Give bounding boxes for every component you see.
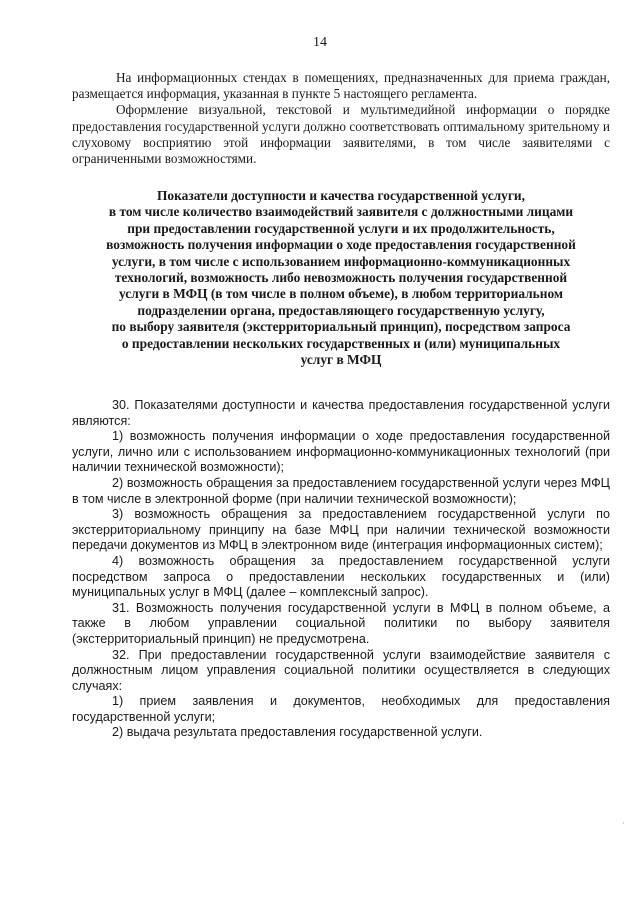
item-30-4: 4) возможность обращения за предоставлением государственной услуги посредством запроса о предоставлении нескольких государственных и (или) муниципальных услуг в МФЦ (далее – комплексный запрос).: [72, 553, 610, 600]
item-31: 31. Возможность получения государственной услуги в МФЦ в полном объеме, а также в любом управлении социальной политики по выбору заявителя (экстерриториальный принцип) не предусмотрена.: [72, 600, 610, 646]
item-32-1: 1) прием заявления и документов, необходимых для предоставления государственной услуги;: [72, 694, 610, 724]
heading-line: Показатели доступности и качества государственной услуги,: [157, 188, 525, 203]
section-heading: [72, 188, 610, 368]
heading-line: услуги, в том числе с использованием информационно-коммуникационных: [111, 253, 571, 269]
item-30: 30. Показателями доступности и качества предоставления государственной услуги являются:: [72, 398, 610, 428]
heading-line: услуги в МФЦ (в том числе в полном объеме), в любом территориальном: [118, 286, 564, 302]
intro-text: [72, 70, 610, 167]
item-30-3: 3) возможность обращения за предоставлением государственной услуги по экстерриториальному принципу на базе МФЦ при наличии технической возможности передачи документов из МФЦ в электронном виде (интеграция информационных систем);: [72, 507, 610, 553]
intro-paragraph: Оформление визуальной, текстовой и мультимедийной информации о порядке предоставления государственной услуги должно соответствовать оптимальному зрительному и слуховому восприятию этой информации заявителями, в том числе заявителями с ограниченными возможностями.: [72, 102, 610, 167]
page-number: 14: [313, 35, 327, 50]
heading-line: подразделении органа, предоставляющего государственную услугу,: [137, 302, 545, 318]
item-30-2: 2) возможность обращения за предоставлением государственной услуги через МФЦ в том числе в электронной форме (при наличии технической возможности);: [72, 475, 610, 506]
scan-mark: ·: [622, 818, 625, 828]
heading-line: технологий, возможность либо невозможность получения государственной: [114, 270, 568, 286]
heading-line: по выбору заявителя (экстерриториальный принцип), посредством запроса: [111, 319, 571, 335]
heading-line: услуг в МФЦ: [300, 352, 382, 368]
item-30-1: 1) возможность получения информации о ходе предоставления государственной услуги, лично или с использованием информационно-коммуникационных технологий (при наличии технической возможности);: [72, 429, 610, 475]
heading-line: возможность получения информации о ходе предоставления государственной: [106, 237, 576, 253]
heading-line: о предоставлении нескольких государственных и (или) муниципальных: [121, 335, 561, 351]
heading-line: в том числе количество взаимодействий заявителя с должностными лицами: [108, 204, 574, 220]
intro-paragraph: На информационных стендах в помещениях, предназначенных для приема граждан, размещается информация, указанная в пункте 5 настоящего регламента.: [72, 70, 610, 102]
item-32-2: 2) выдача результата предоставления государственной услуги.: [112, 725, 483, 740]
body-text: [72, 398, 610, 741]
heading-line: при предоставлении государственной услуги и их продолжительность,: [127, 220, 555, 236]
item-32: 32. При предоставлении государственной услуги взаимодействие заявителя с должностным лицом управления социальной политики осуществляется в следующих случаях:: [72, 647, 610, 693]
